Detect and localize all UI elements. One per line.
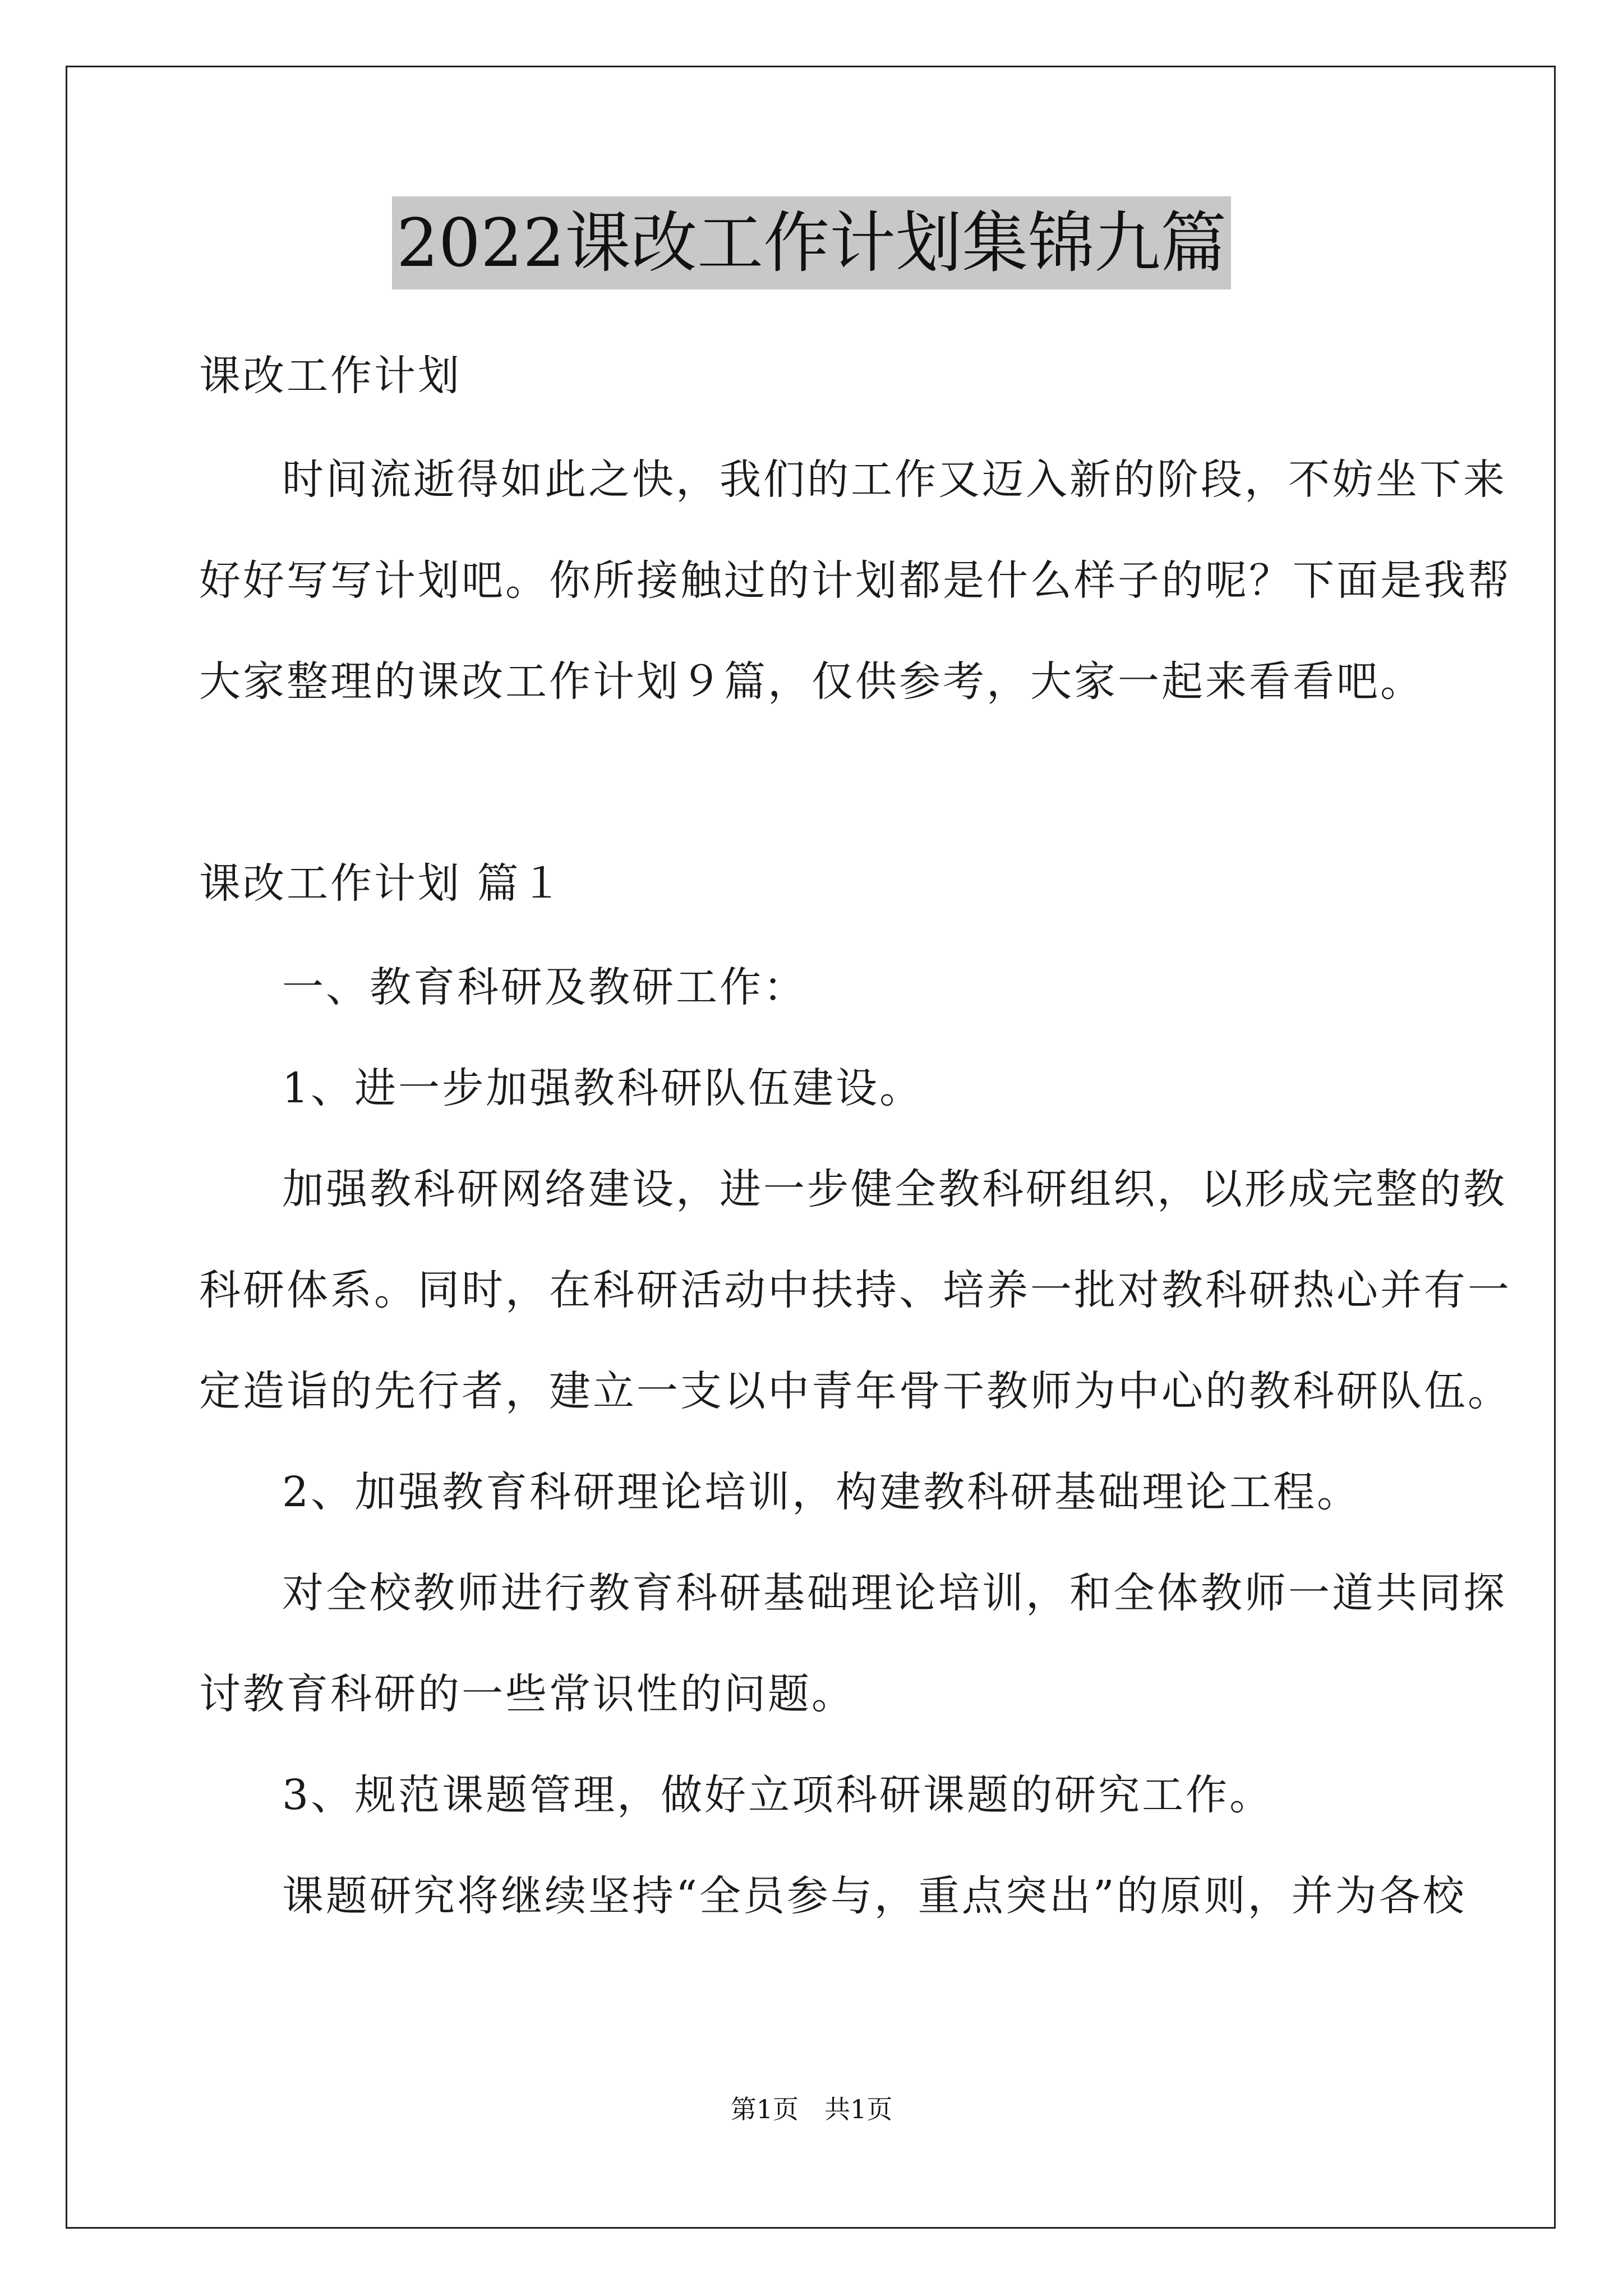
paragraph-line: 3、规范课题管理，做好立项科研课题的研究工作。 — [282, 1771, 1274, 1819]
section-heading: 课改工作计划 — [199, 352, 462, 400]
paragraph-line: 加强教科研网络建设，进一步健全教科研组织，以形成完整的教 — [282, 1165, 1507, 1213]
paragraph-line: 好好写写计划吧。你所接触过的计划都是什么样子的呢？下面是我帮 — [199, 556, 1511, 605]
title-container — [0, 196, 1623, 289]
paragraph-line: 时间流逝得如此之快，我们的工作又迈入新的阶段，不妨坐下来 — [282, 455, 1507, 504]
paragraph-line: 定造诣的先行者，建立一支以中青年骨干教师为中心的教科研队伍。 — [199, 1367, 1511, 1415]
paragraph-line: 课题研究将继续坚持“全员参与，重点突出”的原则，并为各校 — [282, 1872, 1467, 1920]
paragraph-line: 一、教育科研及教研工作： — [282, 963, 807, 1011]
document-title: 2022课改工作计划集锦九篇 — [392, 196, 1231, 289]
paragraph-line: 对全校教师进行教育科研基础理论培训，和全体教师一道共同探 — [282, 1569, 1507, 1617]
paragraph-line: 讨教育科研的一些常识性的问题。 — [199, 1670, 855, 1718]
paragraph-line: 1、进一步加强教科研队伍建设。 — [282, 1064, 924, 1112]
paragraph-line: 2、加强教育科研理论培训，构建教科研基础理论工程。 — [282, 1468, 1361, 1516]
paragraph-line: 科研体系。同时，在科研活动中扶持、培养一批对教科研热心并有一 — [199, 1266, 1511, 1314]
paragraph-line: 大家整理的课改工作计划９篇，仅供参考，大家一起来看看吧。 — [199, 657, 1424, 706]
page-footer: 第1页 共1页 — [730, 2094, 893, 2124]
section-heading: 课改工作计划 篇１ — [199, 859, 565, 908]
